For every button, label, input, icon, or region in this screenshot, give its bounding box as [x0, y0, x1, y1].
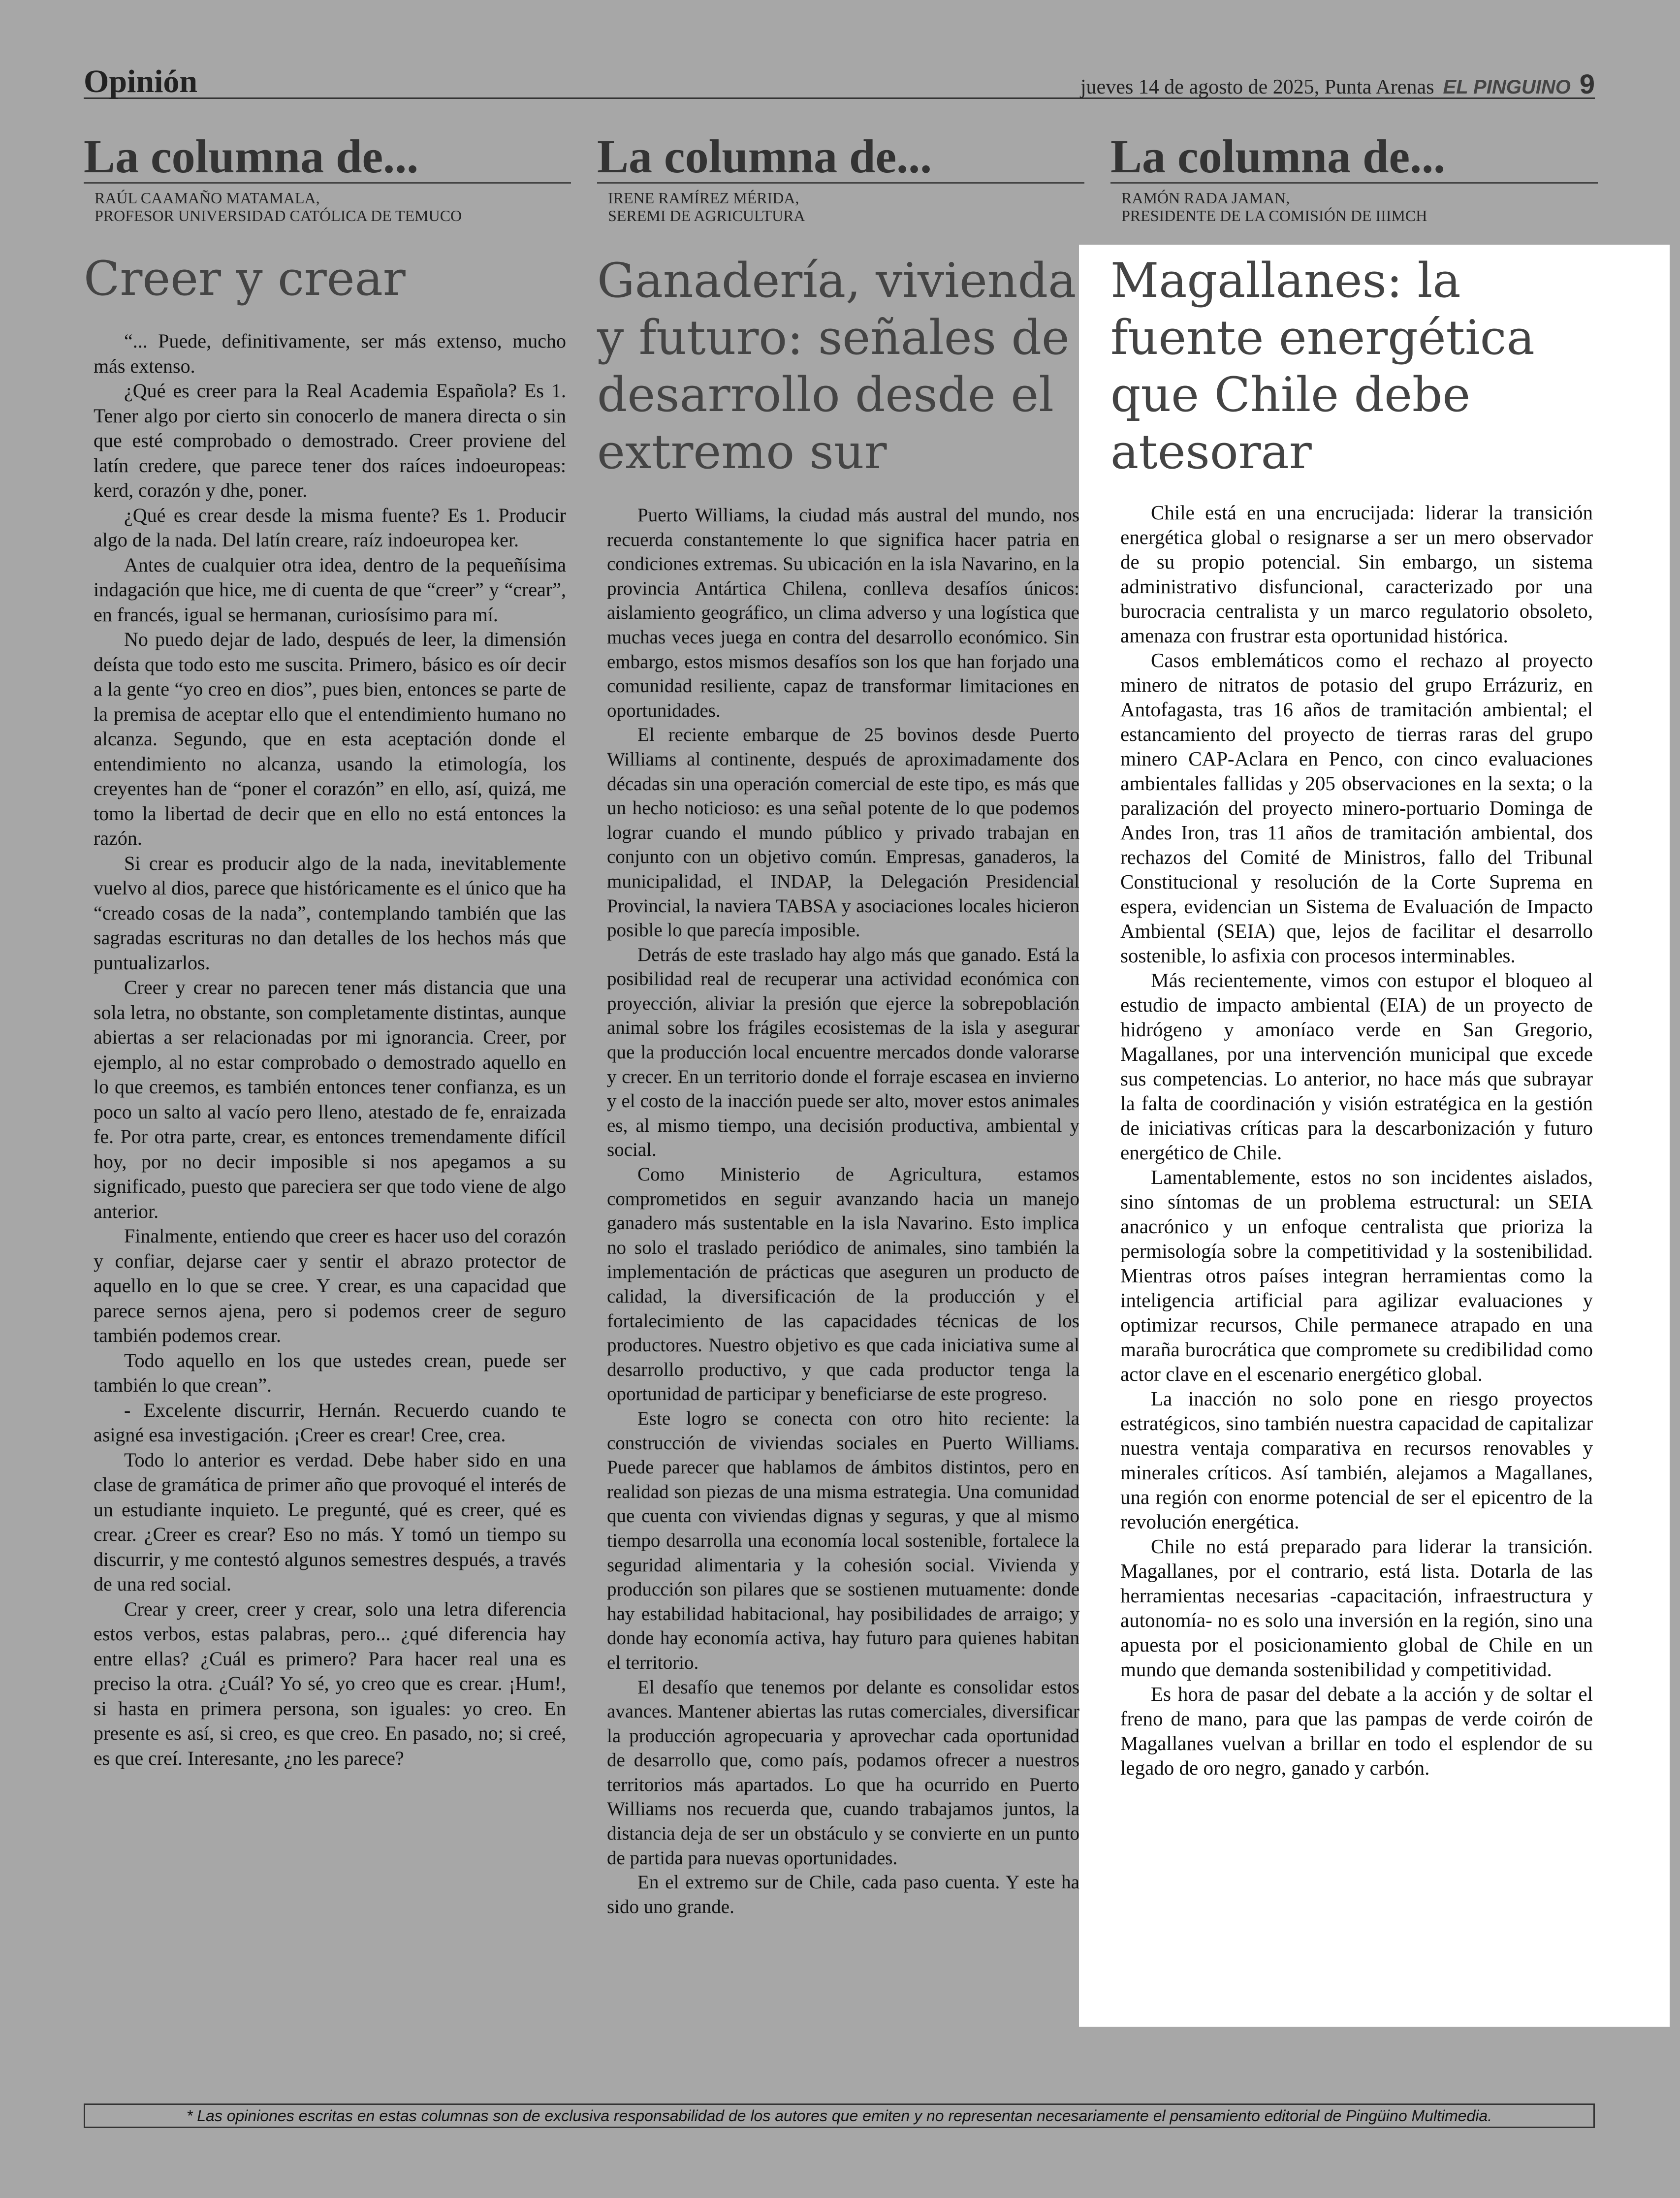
paragraph: Chile no está preparado para liderar la transición. Magallanes, por el contrario, está lista. Dotarla de las herramientas necesarias -capacitación, infraestructura y autonomía- no es solo una inversión en la región, sino una apuesta por el posicionamiento global de Chile en un mundo que demanda sostenibilidad y competitividad.: [1120, 1535, 1593, 1681]
paragraph: Todo lo anterior es verdad. Debe haber sido en una clase de gramática de primer año que provoqué el interés de un estudiante inquieto. Le pregunté, qué es creer, qué es crear. ¿Creer es crear? Eso no más. Y tomó un tiempo su discurrir, y me contestó algunos semestres después, a través de una red social.: [94, 1448, 566, 1595]
paragraph: El reciente embarque de 25 bovinos desde Puerto Williams al continente, después de aproximadamente dos décadas sin una operación comercial de este tipo, es más que un hecho noticioso: es una señal potente de lo que podemos lograr cuando el mundo público y privado trabajan en conjunto con un objetivo común. Empresas, ganaderos, la municipalidad, el INDAP, la Delegación Presidencial Provincial, la naviera TABSA y asociaciones locales hicieron posible lo que parecía imposible.: [607, 724, 1079, 941]
paragraph: Este logro se conecta con otro hito reciente: la construcción de viviendas sociales en Puerto Williams. Puede parecer que hablamos de ámbitos distintos, pero en realidad son piezas de una misma estrategia. Una comunidad que cuenta con viviendas dignas y seguras, y que al mismo tiempo desarrolla una economía local sostenible, fortalece la seguridad alimentaria y la cohesión social. Vivienda y producción son pilares que se sostienen mutuamente: donde hay estabilidad habitacional, hay posibilidades de arraigo; y donde hay economía activa, hay futuro para quienes habitan el territorio.: [607, 1407, 1079, 1673]
column-tag: La columna de...: [84, 133, 571, 184]
headline: Ganadería, vivienda y futuro: señales de desarrollo desde el extremo sur: [597, 253, 1077, 479]
date-line: jueves 14 de agosto de 2025, Punta Arenas: [1080, 76, 1434, 98]
author-role: PROFESOR UNIVERSIDAD CATÓLICA DE TEMUCO: [95, 207, 462, 224]
paragraph: En el extremo sur de Chile, cada paso cuenta. Y este ha sido uno grande.: [607, 1872, 1079, 1917]
paragraph: Lamentablemente, estos no son incidentes aislados, sino síntomas de un problema estructural: un SEIA anacrónico y un enfoque centralista que prioriza la permisología sobre la competitividad y la sostenibilidad. Mientras otros países integran herramientas como la inteligencia artificial para agilizar evaluaciones y optimizar recursos, Chile permanece atrapado en una maraña burocrática que compromete su credibilidad como actor clave en el escenario energético global.: [1120, 1166, 1593, 1385]
author-name: IRENE RAMÍREZ MÉRIDA,: [608, 189, 799, 207]
author-role: PRESIDENTE DE LA COMISIÓN DE IIIMCH: [1121, 207, 1427, 224]
paragraph: Más recientemente, vimos con estupor el bloqueo al estudio de impacto ambiental (EIA) de un proyecto de hidrógeno y amoníaco verde en San Gregorio, Magallanes, por una intervención municipal que excede sus competencias. Lo anterior, no hace más que subrayar la falta de coordinación y visión estratégica en la gestión de iniciativas críticas para la descarbonización y futuro energético de Chile.: [1120, 969, 1593, 1164]
page-number: 9: [1579, 68, 1595, 99]
column-tag: La columna de...: [597, 133, 1084, 184]
disclaimer: * Las opiniones escritas en estas columnas son de exclusiva responsabilidad de los autores que emiten y no representan necesariamente el pensamiento editorial de Pingüino Multimedia.: [84, 2103, 1595, 2128]
paragraph: Finalmente, entiendo que creer es hacer uso del corazón y confiar, dejarse caer y sentir el abrazo protector de aquello en lo que se cree. Y crear, es una capacidad que parece sernos ajena, pero si podemos creer de seguro también podemos crear.: [94, 1225, 566, 1346]
paragraph: Todo aquello en los que ustedes crean, puede ser también lo que crean”.: [94, 1349, 566, 1396]
paragraph: Antes de cualquier otra idea, dentro de la pequeñísima indagación que hice, me di cuenta de que “creer” y “crear”, en francés, igual se hermanan, curiosísimo para mí.: [94, 553, 566, 626]
byline: [608, 189, 1080, 224]
paragraph: “... Puede, definitivamente, ser más extenso, mucho más extenso.: [94, 330, 566, 377]
paragraph: La inacción no solo pone en riesgo proyectos estratégicos, sino también nuestra capacidad de capitalizar nuestra ventaja comparativa en recursos renovables y minerales críticos. Así también, alejamos a Magallanes, una región con enorme potencial de ser el epicentro de la revolución energética.: [1120, 1387, 1593, 1533]
author-name: RAMÓN RADA JAMAN,: [1121, 189, 1290, 207]
paragraph: Detrás de este traslado hay algo más que ganado. Está la posibilidad real de recuperar una actividad económica con proyección, aliviar la presión que ejerce la sobrepoblación animal sobre los frágiles ecosistemas de la isla y asegurar que la producción local encuentre mercados donde valorarse y crecer. En un territorio donde el forraje escasea en invierno y el costo de la inacción puede ser alto, mover estos animales es, al mismo tiempo, una decisión productiva, ambiental y social.: [607, 944, 1079, 1161]
paragraph: Casos emblemáticos como el rechazo al proyecto minero de nitratos de potasio del grupo Errázuriz, en Antofagasta, tras 16 años de tramitación ambiental; el estancamiento del proyecto de tierras raras del grupo minero CAP-Aclara en Penco, con cinco evaluaciones ambientales fallidas y 205 observaciones en la sexta; o la paralización del proyecto minero-portuario Dominga de Andes Iron, tras 11 años de tramitación ambiental, dos rechazos del Comité de Ministros, fallo del Tribunal Constitucional y resolución de la Corte Suprema en espera, evidencian un Sistema de Evaluación de Impacto Ambiental (SEIA) que, lejos de facilitar el desarrollo sostenible, lo asfixia con procesos interminables.: [1120, 649, 1593, 967]
byline: [1121, 189, 1594, 224]
article-body: [607, 503, 1079, 1919]
paragraph: Es hora de pasar del debate a la acción y de soltar el freno de mano, para que las pampas de verde coirón de Magallanes vuelvan a brillar en todo el esplendor de su legado de oro negro, ganado y carbón.: [1120, 1683, 1593, 1779]
page-header: [84, 59, 1595, 99]
section-label: Opinión: [84, 64, 198, 99]
paragraph: Puerto Williams, la ciudad más austral del mundo, nos recuerda constantemente lo que significa hacer patria en condiciones extremas. Su ubicación en la isla Navarino, en la provincia Antártica Chilena, conlleva desafíos únicos: aislamiento geográfico, un clima adverso y una logística que muchas veces juega en contra del desarrollo económico. Sin embargo, estos mismos desafíos son los que han forjado una comunidad resiliente, capaz de transformar limitaciones en oportunidades.: [607, 505, 1079, 721]
author-role: SEREMI DE AGRICULTURA: [608, 207, 805, 224]
paragraph: Como Ministerio de Agricultura, estamos comprometidos en seguir avanzando hacia un manejo ganadero más sustentable en la isla Navarino. Esto implica no solo el traslado periódico de animales, sino también la implementación de prácticas que aseguren un producto de calidad, la diversificación de la producción y el fortalecimiento de las capacidades técnicas de los productores. Nuestro objetivo es que cada iniciativa sume al desarrollo productivo, y que cada productor tenga la oportunidad de participar y beneficiarse de este progreso.: [607, 1164, 1079, 1405]
author-name: RAÚL CAAMAÑO MATAMALA,: [95, 189, 320, 207]
headline: Magallanes: la fuente energética que Chile debe atesorar: [1110, 253, 1535, 479]
paragraph: Chile está en una encrucijada: liderar la transición energética global o resignarse a ser un mero observador de su propio potencial. Sin embargo, un sistema administrativo disfuncional, caracterizado por una burocracia centralista y un marco regulatorio obsoleto, amenaza con frustrar esta oportunidad histórica.: [1120, 501, 1593, 647]
paragraph: ¿Qué es crear desde la misma fuente? Es 1. Producir algo de la nada. Del latín creare, raíz indoeuropea ker.: [94, 504, 566, 551]
newspaper-brand: EL PINGUINO: [1443, 76, 1571, 98]
article-body: [94, 329, 566, 1771]
paragraph: No puedo dejar de lado, después de leer, la dimensión deísta que todo esto me suscita. Primero, básico es oír decir a la gente “yo creo en dios”, pues bien, entonces se parte de la premisa de aceptar ello que el entendimiento humano no alcanza. Segundo, que en esta aceptación donde el entendimiento no alcanza, usando la etimología, los creyentes han de “poner el corazón” en ello, así, quizá, me tomo la libertad de decir que en ello no está entonces la razón.: [94, 628, 566, 849]
paragraph: El desafío que tenemos por delante es consolidar estos avances. Mantener abiertas las rutas comerciales, diversificar la producción agropecuaria y aprovechar cada oportunidad de desarrollo que, como país, podamos ofrecer a nuestros territorios más apartados. Lo que ha ocurrido en Puerto Williams nos recuerda que, cuando trabajamos juntos, la distancia deja de ser un obstáculo y se convierte en un punto de partida para nuevas oportunidades.: [607, 1676, 1079, 1869]
header-meta: [1080, 68, 1595, 100]
paragraph: Crear y creer, creer y crear, solo una letra diferencia estos verbos, estas palabras, pero... ¿qué diferencia hay entre ellas? ¿Cuál es primero? Para hacer real una es preciso la otra. ¿Cuál? Yo sé, yo creo que es crear. ¡Hum!, si hasta en primera persona, son iguales: yo creo. En presente es así, si creo, es que creo. En pasado, no; si creé, es que creí. Interesante, ¿no les parece?: [94, 1597, 566, 1769]
column-tag: La columna de...: [1110, 133, 1598, 184]
byline: [95, 189, 567, 224]
paragraph: Creer y crear no parecen tener más distancia que una sola letra, no obstante, son completamente distintas, aunque abiertas a ser relacionadas por mi ignorancia. Creer, por ejemplo, al no estar comprobado o demostrado aquello en lo que creemos, es también entonces tener confianza, es un poco un salto al vacío pero lleno, atestado de fe, enraizada fe. Por otra parte, crear, es entonces tremendamente difícil hoy, por no decir imposible si nos apegamos a su significado, puesto que pareciera ser que todo viene de algo anterior.: [94, 976, 566, 1222]
paragraph: - Excelente discurrir, Hernán. Recuerdo cuando te asigné esa investigación. ¡Creer es crear! Cree, crea.: [94, 1399, 566, 1446]
article-body: [1120, 500, 1593, 1780]
headline: Creer y crear: [84, 251, 406, 306]
paragraph: ¿Qué es creer para la Real Academia Española? Es 1. Tener algo por cierto sin conocerlo de manera directa o sin que esté comprobado o demostrado. Creer proviene del latín credere, que parece tener dos raíces indoeuropeas: kerd, corazón y dhe, poner.: [94, 380, 566, 501]
paragraph: Si crear es producir algo de la nada, inevitablemente vuelvo al dios, parece que históricamente es el único que ha “creado cosas de la nada”, contemplando también que las sagradas escrituras no dan detalles de los hechos más que puntualizarlos.: [94, 852, 566, 974]
